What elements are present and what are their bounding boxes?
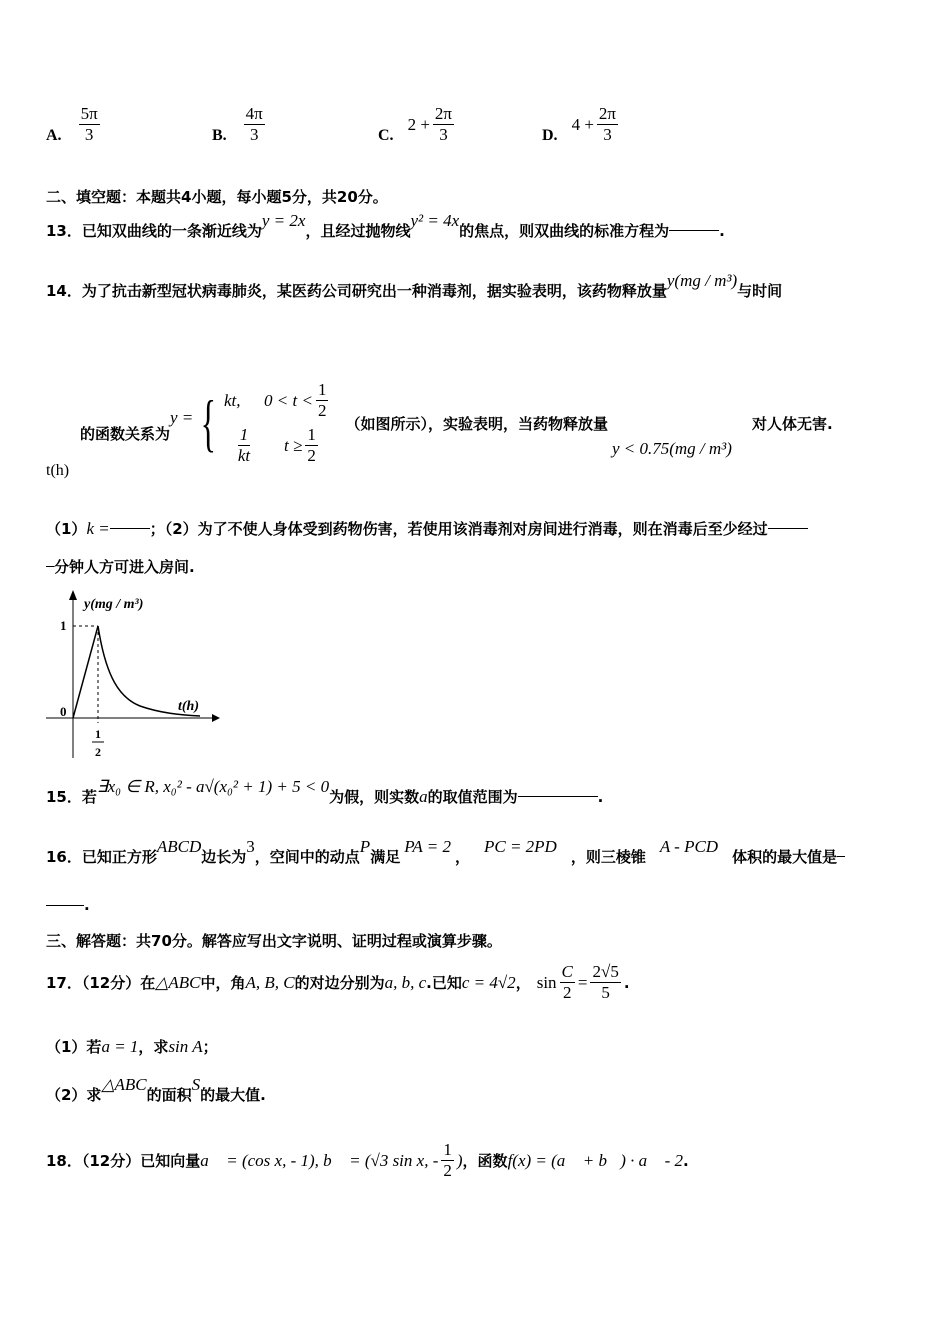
- text: 的函数关系为: [80, 424, 171, 443]
- text: 中，角: [200, 974, 246, 992]
- math: PA = 2: [404, 836, 451, 856]
- math: a = 1: [101, 1036, 139, 1056]
- y-axis-arrow-icon: [69, 590, 77, 600]
- fraction: [305, 425, 318, 466]
- case-2: [224, 425, 331, 466]
- math: A - PCD: [659, 836, 719, 856]
- math: c = 4√2: [461, 972, 516, 992]
- text: ，求: [138, 1038, 169, 1056]
- denominator: 3: [249, 125, 259, 144]
- text: 分钟人方可进入房间.: [54, 558, 195, 576]
- text: ；（2）为了不使人身体受到药物伤害，若使用该消毒剂对房间进行消毒，则在消毒后至少经过: [149, 520, 768, 538]
- text: 17．（12分）在: [46, 974, 156, 992]
- math: P: [359, 836, 371, 856]
- math: △ABC: [155, 972, 201, 992]
- math: A, B, C: [245, 972, 295, 992]
- denominator: 5: [601, 983, 610, 1002]
- fraction: [244, 104, 265, 145]
- question-14-line3: [46, 556, 195, 577]
- math: y² = 4x: [410, 210, 460, 230]
- answer-blank[interactable]: [837, 856, 845, 857]
- denominator: 3: [603, 125, 612, 144]
- text: .: [683, 1151, 689, 1170]
- math: y = 2x: [261, 210, 306, 230]
- text: .: [719, 221, 725, 240]
- option-c: C. 2 + $\frac{2\pi}{3}$: [378, 104, 452, 144]
- math: ): [456, 1150, 463, 1170]
- brace: {: [200, 387, 217, 458]
- prefix: 2 +: [407, 114, 430, 134]
- math: sin: [536, 972, 557, 992]
- option-d: D. 4 + $\frac{2\pi}{3}$: [542, 104, 616, 144]
- answer-blank[interactable]: [518, 796, 598, 797]
- math: ABCD: [156, 836, 202, 856]
- text: 满足: [370, 848, 401, 866]
- y-axis-label: y(mg / m³): [84, 597, 144, 612]
- math: sin A: [168, 1036, 203, 1056]
- numerator: 4π: [245, 104, 263, 123]
- text: ，空间中的动点: [254, 848, 360, 866]
- numerator: 1: [443, 1140, 452, 1159]
- fraction: [590, 962, 620, 1003]
- math: kt,: [224, 390, 241, 410]
- question-14-formula: [80, 380, 833, 466]
- answer-blank-minutes[interactable]: [768, 528, 808, 529]
- math: a, b, c: [384, 972, 427, 992]
- text: ，: [515, 974, 531, 992]
- case-1: [224, 380, 331, 421]
- question-13: [46, 210, 725, 241]
- denominator: 2: [307, 446, 316, 465]
- text: 14．为了抗击新型冠状病毒肺炎，某医药公司研究出一种消毒剂，据实验表明，该药物释放量: [46, 282, 667, 300]
- t-h-label: t(h): [46, 462, 70, 479]
- text: 的最大值.: [200, 1086, 266, 1104]
- text: （如图所示），实验表明，当药物释放量: [345, 414, 608, 433]
- x-tick-num: 1: [95, 727, 101, 741]
- math: 0 < t <: [264, 390, 313, 410]
- numerator: 1: [307, 425, 316, 444]
- text: （1）若: [46, 1038, 102, 1056]
- math: a⃗ = (cos x, - 1), b⃗ = (√3 sin x, -: [200, 1150, 439, 1170]
- question-14-parts: [46, 518, 808, 539]
- numerator: 1: [239, 425, 249, 444]
- y-tick-1: 1: [60, 618, 67, 633]
- math: f(x) = (a⃗ + b⃗) · a⃗ - 2: [507, 1150, 683, 1170]
- text: 与时间: [737, 282, 783, 300]
- fraction: [227, 425, 261, 466]
- math: 3: [246, 836, 255, 856]
- text: 18．（12分）已知向量: [46, 1152, 201, 1170]
- text: ，: [454, 848, 470, 866]
- question-17-part1: [46, 1036, 218, 1057]
- denominator: 3: [439, 125, 448, 144]
- text: 的面积: [146, 1086, 192, 1104]
- numerator: 5π: [80, 104, 98, 123]
- numerator: C: [561, 962, 573, 981]
- text: ；: [202, 1038, 218, 1056]
- text: 16．已知正方形: [46, 848, 157, 866]
- answer-blank-cont[interactable]: [46, 905, 84, 906]
- question-17-part2: [46, 1074, 266, 1105]
- question-15: [46, 776, 604, 807]
- numerator: 2π: [434, 104, 452, 123]
- math: a: [419, 786, 428, 806]
- fraction: [316, 380, 329, 421]
- option-a: A. $\frac{5\pi}{3}$: [46, 104, 98, 144]
- answer-blank-cont[interactable]: [46, 566, 54, 567]
- x-axis-label: t(h): [178, 699, 199, 714]
- text: 的取值范围为: [427, 788, 518, 806]
- piecewise: [224, 380, 331, 466]
- denominator: kt: [237, 446, 251, 465]
- text: 的焦点，则双曲线的标准方程为: [459, 222, 670, 240]
- math: S: [191, 1074, 201, 1094]
- text: 为假，则实数: [329, 788, 420, 806]
- text: .: [623, 973, 630, 992]
- question-18: [46, 1140, 689, 1181]
- math: ∃x₀ ∈ R, x₀² - a√(x₀² + 1) + 5 < 0: [96, 776, 330, 796]
- text: （1）: [46, 520, 87, 538]
- option-b: B. $\frac{4\pi}{3}$: [212, 104, 263, 144]
- question-16: [46, 836, 845, 867]
- text: .: [597, 787, 604, 806]
- answer-blank[interactable]: [669, 230, 719, 231]
- text: 体积的最大值是: [732, 848, 838, 866]
- section-2-heading: 二、填空题：本题共4小题，每小题5分，共20分。: [46, 188, 388, 206]
- text: 的对边分别为: [294, 974, 385, 992]
- denominator: 2: [443, 1161, 452, 1180]
- math: △ABC: [101, 1074, 147, 1094]
- fraction: [433, 104, 454, 145]
- denominator: 2: [317, 401, 327, 420]
- numerator: 1: [317, 380, 327, 399]
- text: 13．已知双曲线的一条渐近线为: [46, 222, 262, 240]
- section-3-heading: 三、解答题：共70分。解答应写出文字说明、证明过程或演算步骤。: [46, 932, 502, 950]
- math: t ≥: [284, 435, 303, 455]
- question-17: [46, 962, 630, 1003]
- text: .已知: [426, 974, 462, 992]
- text: ，则三棱锥: [570, 848, 646, 866]
- numerator: 2π: [598, 104, 616, 123]
- text: （2）求: [46, 1086, 102, 1104]
- text: .: [84, 896, 90, 914]
- fraction: [597, 104, 618, 145]
- math: =: [577, 972, 588, 992]
- fraction: [79, 104, 100, 145]
- text: ，且经过抛物线: [305, 222, 411, 240]
- math: y(mg / m³): [666, 270, 738, 290]
- x-axis-arrow-icon: [212, 714, 220, 722]
- denominator: 2: [562, 983, 572, 1002]
- linear-segment: [73, 626, 98, 718]
- x-tick-den: 2: [95, 745, 101, 759]
- origin-label: 0: [60, 704, 67, 719]
- math: PC = 2PD: [483, 836, 557, 856]
- text: 对人体无害.: [751, 414, 833, 433]
- text: 15．若: [46, 788, 97, 806]
- math: y < 0.75(mg / m³): [611, 439, 732, 458]
- answer-blank-k[interactable]: [110, 528, 150, 529]
- concentration-graph: [40, 588, 220, 768]
- math: y =: [170, 408, 194, 427]
- question-16-cont: [46, 896, 90, 914]
- text: 边长为: [201, 848, 247, 866]
- text: ，函数: [462, 1152, 508, 1170]
- fraction: [560, 962, 575, 1003]
- question-14-line1: [46, 270, 783, 301]
- prefix: 4 +: [571, 114, 594, 134]
- denominator: 3: [84, 125, 94, 144]
- fraction: [441, 1140, 454, 1181]
- math: k =: [86, 518, 110, 538]
- numerator: 2√5: [592, 962, 619, 981]
